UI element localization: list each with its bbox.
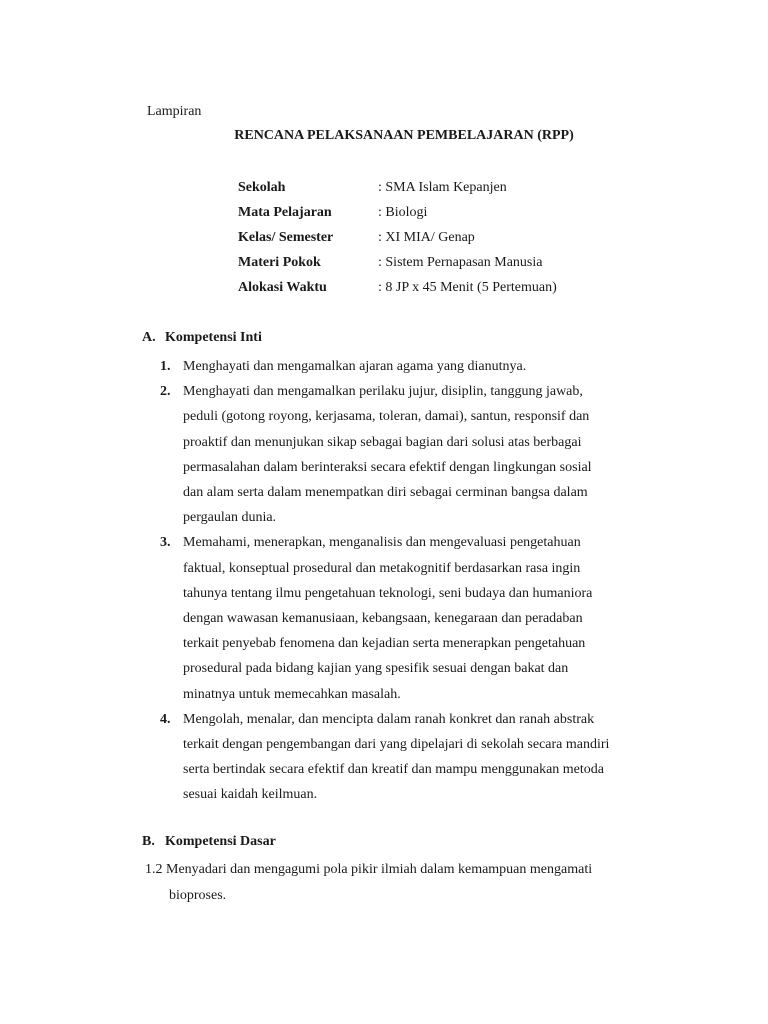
text-line: Mengolah, menalar, dan mencipta dalam ranah konkret dan ranah abstrak bbox=[183, 711, 595, 727]
section-title: Kompetensi Dasar bbox=[165, 834, 276, 849]
info-row-sekolah bbox=[238, 179, 557, 204]
info-label: Mata Pelajaran bbox=[238, 205, 332, 220]
text-line: proaktif dan menunjukan sikap sebagai bagian dari solusi atas berbagai bbox=[183, 434, 582, 450]
kompetensi-inti-list bbox=[160, 354, 660, 808]
text-line: prosedural pada bidang kajian yang spesifik sesuai dengan bakat dan bbox=[183, 661, 569, 677]
text-line: Menghayati dan mengamalkan perilaku jujur, disiplin, tanggung jawab, bbox=[183, 384, 583, 400]
list-number: 4. bbox=[160, 711, 171, 727]
list-number: 1. bbox=[160, 359, 171, 374]
list-number: 3. bbox=[160, 535, 171, 551]
info-value: : Biologi bbox=[378, 205, 428, 220]
text-line: permasalahan dalam berinteraksi secara efektif dengan lingkungan sosial bbox=[183, 459, 592, 475]
text-line: faktual, konseptual prosedural dan metakognitif berdasarkan rasa ingin bbox=[183, 560, 581, 576]
info-label: Kelas/ Semester bbox=[238, 230, 334, 245]
section-heading-kompetensi-dasar bbox=[142, 834, 276, 850]
info-value: : SMA Islam Kepanjen bbox=[378, 180, 507, 195]
text-line: bioproses. bbox=[169, 888, 227, 903]
text-line: 1.2 Menyadari dan mengagumi pola pikir ilmiah dalam kemampuan mengamati bbox=[145, 862, 593, 877]
text-line: minatnya untuk memecahkan masalah. bbox=[183, 686, 401, 702]
text-line: dan alam serta dalam menempatkan diri sebagai cerminan bangsa dalam bbox=[183, 485, 588, 501]
section-letter: A. bbox=[142, 330, 156, 345]
info-row-alokasi-waktu bbox=[238, 279, 557, 304]
text-line: terkait penyebab fenomena dan kejadian serta menerapkan pengetahuan bbox=[183, 636, 586, 652]
list-item bbox=[160, 530, 660, 706]
lampiran-label: Lampiran bbox=[147, 104, 202, 119]
list-number: 2. bbox=[160, 384, 171, 400]
list-item bbox=[160, 379, 660, 530]
section-heading-kompetensi-inti bbox=[142, 330, 262, 346]
info-value: : Sistem Pernapasan Manusia bbox=[378, 255, 543, 270]
kompetensi-dasar-item bbox=[145, 857, 665, 909]
info-row-mata-pelajaran bbox=[238, 204, 557, 229]
list-item bbox=[160, 354, 660, 379]
text-line: dengan wawasan kemanusiaan, kebangsaan, kenegaraan dan peradaban bbox=[183, 611, 583, 627]
text-line: pergaulan dunia. bbox=[183, 510, 277, 526]
document-title: RENCANA PELAKSANAAN PEMBELAJARAN (RPP) bbox=[234, 128, 574, 143]
info-table bbox=[238, 179, 557, 304]
info-label: Materi Pokok bbox=[238, 255, 321, 270]
text-line: serta bertindak secara efektif dan kreatif dan mampu menggunakan metoda bbox=[183, 762, 604, 778]
section-title: Kompetensi Inti bbox=[165, 330, 262, 345]
text-line: peduli (gotong royong, kerjasama, toleran, damai), santun, responsif dan bbox=[183, 409, 590, 425]
info-row-materi-pokok bbox=[238, 254, 557, 279]
section-letter: B. bbox=[142, 834, 155, 849]
info-label: Sekolah bbox=[238, 180, 286, 195]
info-label: Alokasi Waktu bbox=[238, 280, 327, 295]
text-line: sesuai kaidah keilmuan. bbox=[183, 787, 318, 803]
text-line: terkait dengan pengembangan dari yang dipelajari di sekolah secara mandiri bbox=[183, 737, 610, 753]
text-line: Memahami, menerapkan, menganalisis dan mengevaluasi pengetahuan bbox=[183, 535, 581, 551]
text-line: tahunya tentang ilmu pengetahuan teknologi, seni budaya dan humaniora bbox=[183, 585, 593, 601]
list-item bbox=[160, 707, 660, 808]
text-line: Menghayati dan mengamalkan ajaran agama yang dianutnya. bbox=[183, 359, 527, 374]
info-value: : XI MIA/ Genap bbox=[378, 230, 475, 245]
info-value: : 8 JP x 45 Menit (5 Pertemuan) bbox=[378, 280, 557, 295]
info-row-kelas-semester bbox=[238, 229, 557, 254]
